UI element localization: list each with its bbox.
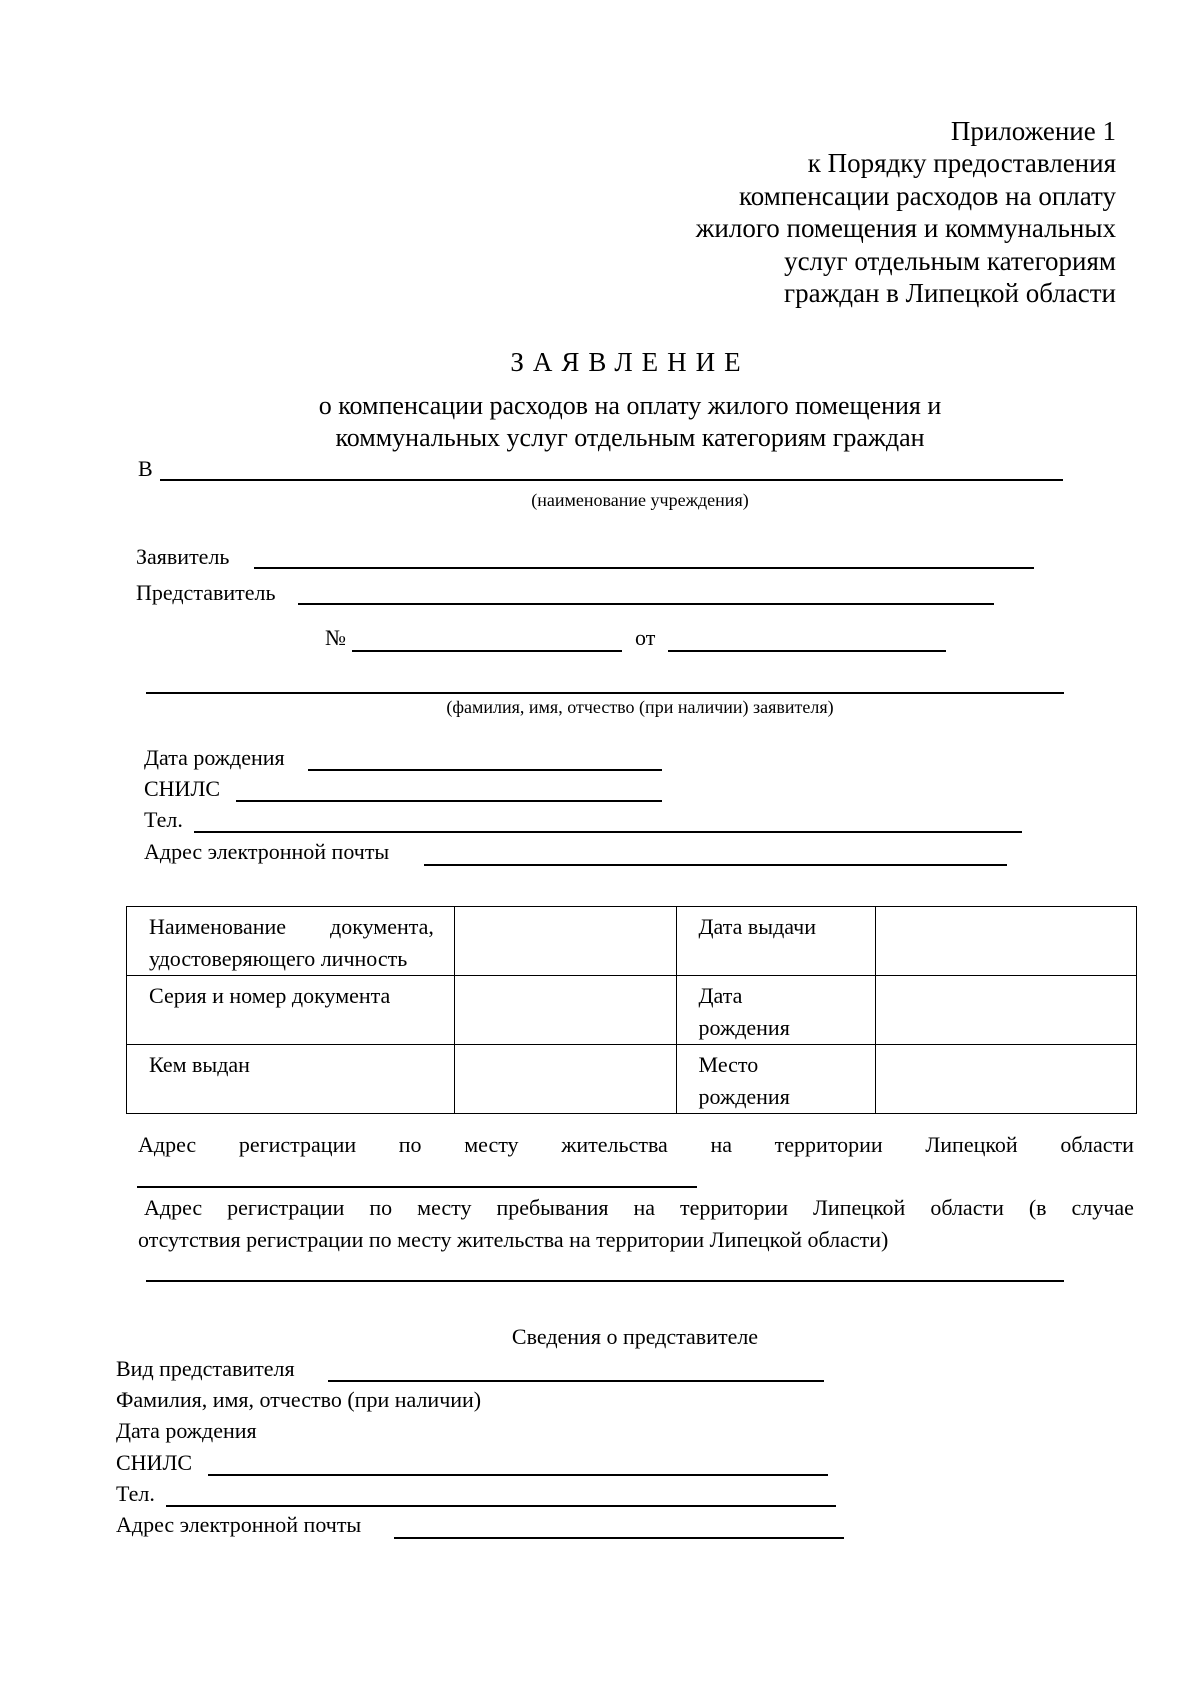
stay-word: области	[930, 1195, 1004, 1220]
number-label: №	[325, 625, 346, 650]
issue-date-label-cell	[676, 907, 876, 976]
applicant-snils-label: СНИЛС	[144, 776, 221, 801]
rep-email-label: Адрес электронной почты	[116, 1512, 362, 1537]
annex-line-1: Приложение 1	[950, 116, 1116, 146]
series-number-cell	[127, 976, 455, 1045]
stay-word: месту	[417, 1195, 472, 1220]
birth-place-label-line-1: Место	[698, 1052, 759, 1077]
from-label: от	[635, 625, 656, 650]
stay-word: (в	[1028, 1195, 1047, 1220]
residence-word: по	[398, 1132, 422, 1157]
from-date-input-line[interactable]	[668, 650, 946, 652]
table-row	[127, 1045, 1137, 1114]
stay-word: Адрес	[144, 1195, 203, 1220]
stay-word: Липецкой	[812, 1195, 906, 1220]
document-title: ЗАЯВЛЕНИЕ	[510, 347, 750, 377]
residence-word: области	[1060, 1132, 1134, 1157]
stay-address-label-line-2: отсутствия регистрации по месту жительства на территории Липецкой области)	[138, 1227, 889, 1252]
issue-date-label: Дата выдачи	[698, 914, 816, 939]
residence-address-input-line[interactable]	[137, 1186, 697, 1188]
rep-fio-label: Фамилия, имя, отчество (при наличии)	[116, 1387, 482, 1412]
doc-name-word-1: Наименование	[149, 914, 287, 939]
birth-date-value-cell[interactable]	[876, 976, 1137, 1045]
number-input-line[interactable]	[352, 650, 622, 652]
representative-label: Представитель	[136, 580, 276, 605]
residence-word: регистрации	[238, 1132, 357, 1157]
stay-word: территории	[679, 1195, 789, 1220]
institution-input-line[interactable]	[160, 479, 1063, 481]
rep-type-label: Вид представителя	[116, 1356, 295, 1381]
issued-by-cell	[127, 1045, 455, 1114]
rep-snils-label: СНИЛС	[116, 1450, 193, 1475]
doc-name-line-2: удостоверяющего личность	[149, 946, 408, 971]
rep-email-input-line[interactable]	[394, 1537, 844, 1539]
stay-word: случае	[1071, 1195, 1134, 1220]
identity-document-table	[126, 906, 1137, 1114]
stay-word: пребывания	[496, 1195, 609, 1220]
issued-by-label: Кем выдан	[149, 1052, 250, 1077]
series-number-label: Серия и номер документа	[149, 983, 391, 1008]
applicant-fio-hint: (фамилия, имя, отчество (при наличии) заявителя)	[446, 697, 834, 717]
annex-line-6: граждан в Липецкой области	[784, 278, 1116, 308]
doc-name-cell	[127, 907, 455, 976]
annex-line-4: жилого помещения и коммунальных	[695, 213, 1116, 243]
applicant-input-line[interactable]	[254, 567, 1034, 569]
birth-place-label-cell	[676, 1045, 876, 1114]
representative-section-title: Сведения о представителе	[511, 1324, 759, 1349]
doc-name-line-1	[149, 911, 434, 943]
stay-word: регистрации	[227, 1195, 345, 1220]
rep-phone-input-line[interactable]	[166, 1505, 836, 1507]
stay-word: по	[369, 1195, 393, 1220]
applicant-birth-date-label: Дата рождения	[144, 745, 285, 770]
stay-address-input-line[interactable]	[146, 1280, 1064, 1282]
institution-hint: (наименование учреждения)	[531, 490, 749, 510]
birth-date-label-cell	[676, 976, 876, 1045]
birth-date-label-line-2: рождения	[698, 1015, 790, 1040]
doc-name-value-cell[interactable]	[454, 907, 676, 976]
applicant-email-label: Адрес электронной почты	[144, 839, 390, 864]
applicant-label: Заявитель	[136, 544, 230, 569]
stay-address-label-line-1	[144, 1197, 1134, 1219]
applicant-phone-input-line[interactable]	[194, 831, 1022, 833]
applicant-email-input-line[interactable]	[424, 864, 1007, 866]
residence-word: территории	[774, 1132, 883, 1157]
residence-word: Липецкой	[925, 1132, 1018, 1157]
table-row	[127, 976, 1137, 1045]
document-subtitle-line-2: коммунальных услуг отдельным категориям граждан	[335, 423, 925, 452]
annex-line-3: компенсации расходов на оплату	[739, 181, 1116, 211]
doc-name-word-2: документа,	[330, 914, 434, 939]
series-number-value-cell[interactable]	[454, 976, 676, 1045]
residence-word: жительства	[561, 1132, 668, 1157]
issued-by-value-cell[interactable]	[454, 1045, 676, 1114]
residence-word: Адрес	[138, 1132, 197, 1157]
residence-address-label	[138, 1134, 1134, 1156]
residence-word: на	[710, 1132, 733, 1157]
representative-input-line[interactable]	[298, 603, 994, 605]
annex-line-2: к Порядку предоставления	[807, 148, 1116, 178]
to-label: В	[138, 456, 153, 481]
rep-snils-input-line[interactable]	[208, 1474, 828, 1476]
applicant-fio-input-line[interactable]	[146, 692, 1064, 694]
applicant-phone-label: Тел.	[144, 807, 183, 832]
issue-date-value-cell[interactable]	[876, 907, 1137, 976]
stay-word: на	[633, 1195, 656, 1220]
birth-place-value-cell[interactable]	[876, 1045, 1137, 1114]
rep-type-input-line[interactable]	[328, 1380, 824, 1382]
rep-birth-date-label: Дата рождения	[116, 1418, 257, 1443]
rep-phone-label: Тел.	[116, 1481, 155, 1506]
birth-date-label-line-1: Дата	[698, 983, 743, 1008]
birth-place-label-line-2: рождения	[698, 1084, 790, 1109]
table-row	[127, 907, 1137, 976]
residence-word: месту	[464, 1132, 519, 1157]
annex-line-5: услуг отдельным категориям	[784, 246, 1116, 276]
applicant-birth-date-input-line[interactable]	[308, 769, 662, 771]
applicant-snils-input-line[interactable]	[236, 800, 662, 802]
document-subtitle-line-1: о компенсации расходов на оплату жилого помещения и	[318, 391, 942, 420]
